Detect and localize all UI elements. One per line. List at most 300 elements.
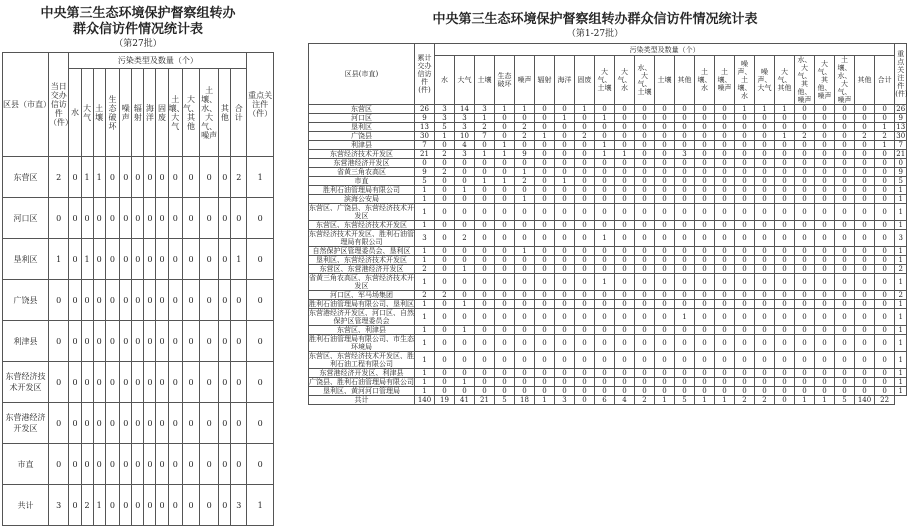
left-header-type: 土壤、水、大气、噪声	[199, 69, 218, 157]
value-cell: 0	[695, 387, 715, 396]
value-cell: 0	[875, 369, 895, 378]
value-cell: 0	[635, 150, 655, 159]
left-header-region: 区县（市直）	[3, 53, 49, 157]
value-cell: 0	[635, 335, 655, 352]
region-cell: 东营经济技术开发区	[3, 362, 49, 403]
value-cell: 0	[815, 378, 835, 387]
value-cell: 0	[835, 141, 855, 150]
value-cell: 0	[795, 369, 815, 378]
value-cell: 0	[815, 123, 835, 132]
value-cell: 0	[535, 105, 555, 114]
value-cell: 1	[555, 177, 575, 186]
value-cell: 0	[183, 280, 200, 321]
value-cell: 0	[535, 159, 555, 168]
left-header-count: 当日交办信访件（件）	[48, 53, 69, 157]
value-cell: 0	[835, 159, 855, 168]
value-cell: 0	[775, 335, 795, 352]
value-cell: 0	[815, 300, 835, 309]
value-cell: 1	[93, 157, 105, 198]
value-cell: 0	[675, 177, 695, 186]
value-cell: 0	[735, 247, 755, 256]
value-cell: 0	[48, 403, 69, 444]
value-cell: 0	[183, 444, 200, 485]
value-cell: 0	[555, 195, 575, 204]
value-cell: 7	[895, 141, 907, 150]
value-cell: 1	[475, 114, 495, 123]
value-cell: 0	[735, 230, 755, 247]
value-cell: 0	[435, 387, 455, 396]
value-cell: 0	[595, 186, 615, 195]
value-cell: 2	[455, 230, 475, 247]
value-cell: 0	[475, 256, 495, 265]
value-cell: 0	[535, 265, 555, 274]
value-cell: 140	[415, 396, 435, 405]
region-cell: 东营区、东营经济技术开发区、胜利石油工程有限公司	[309, 352, 414, 368]
value-cell: 0	[435, 177, 455, 186]
value-cell: 0	[775, 123, 795, 132]
value-cell: 0	[855, 114, 875, 123]
value-cell: 2	[415, 291, 435, 300]
right-header-type: 大气、其他	[775, 56, 795, 105]
value-cell: 0	[515, 186, 535, 195]
value-cell: 0	[715, 150, 735, 159]
value-cell: 0	[595, 309, 615, 326]
value-cell: 0	[675, 168, 695, 177]
value-cell: 0	[655, 204, 675, 221]
value-cell: 0	[515, 274, 535, 291]
value-cell: 0	[495, 387, 515, 396]
value-cell: 0	[695, 141, 715, 150]
left-statistics-panel	[0, 0, 276, 510]
value-cell: 0	[495, 256, 515, 265]
value-cell: 0	[168, 444, 183, 485]
value-cell: 1	[535, 132, 555, 141]
value-cell: 0	[219, 198, 231, 239]
value-cell: 0	[475, 352, 495, 369]
value-cell: 0	[93, 403, 105, 444]
value-cell: 0	[93, 321, 105, 362]
value-cell: 0	[715, 132, 735, 141]
value-cell: 0	[875, 274, 895, 291]
value-cell: 0	[755, 247, 775, 256]
value-cell: 1	[455, 300, 475, 309]
value-cell: 0	[435, 300, 455, 309]
value-cell: 1	[81, 239, 93, 280]
value-cell: 10	[455, 132, 475, 141]
value-cell: 1	[495, 141, 515, 150]
value-cell: 0	[219, 157, 231, 198]
value-cell: 1	[895, 378, 907, 387]
value-cell: 0	[231, 444, 247, 485]
value-cell: 0	[695, 326, 715, 335]
value-cell: 1	[595, 230, 615, 247]
value-cell: 0	[144, 444, 156, 485]
value-cell: 0	[735, 387, 755, 396]
value-cell: 0	[515, 204, 535, 221]
value-cell: 0	[715, 369, 735, 378]
value-cell: 0	[435, 378, 455, 387]
value-cell: 1	[775, 105, 795, 114]
value-cell: 0	[495, 378, 515, 387]
value-cell: 0	[815, 335, 835, 352]
value-cell: 1	[775, 132, 795, 141]
value-cell: 6	[595, 396, 615, 405]
value-cell: 0	[755, 150, 775, 159]
value-cell: 0	[775, 256, 795, 265]
value-cell: 0	[895, 159, 907, 168]
value-cell: 4	[615, 396, 635, 405]
value-cell: 0	[735, 300, 755, 309]
region-cell: 东营区、东营经济技术开发区	[309, 221, 415, 230]
value-cell: 0	[555, 204, 575, 221]
value-cell: 1	[895, 204, 907, 221]
value-cell: 0	[775, 378, 795, 387]
value-cell: 0	[144, 157, 156, 198]
value-cell: 0	[775, 309, 795, 326]
region-cell: 河口区	[309, 114, 415, 123]
value-cell: 0	[156, 157, 168, 198]
value-cell: 0	[183, 198, 200, 239]
value-cell: 0	[231, 321, 247, 362]
value-cell: 0	[675, 221, 695, 230]
value-cell: 0	[715, 291, 735, 300]
value-cell: 0	[835, 221, 855, 230]
value-cell: 0	[835, 204, 855, 221]
value-cell: 0	[455, 221, 475, 230]
value-cell: 0	[635, 230, 655, 247]
value-cell: 9	[895, 168, 907, 177]
value-cell: 3	[231, 485, 247, 526]
value-cell: 0	[69, 444, 81, 485]
right-header-region: 区县(市直)	[309, 44, 415, 105]
value-cell: 1	[735, 105, 755, 114]
value-cell: 0	[695, 291, 715, 300]
value-cell: 0	[535, 352, 555, 369]
value-cell: 21	[475, 396, 495, 405]
value-cell: 0	[199, 157, 218, 198]
value-cell: 0	[105, 321, 120, 362]
value-cell: 0	[435, 195, 455, 204]
value-cell: 1	[515, 105, 535, 114]
value-cell: 0	[156, 239, 168, 280]
value-cell: 0	[575, 123, 595, 132]
value-cell: 0	[655, 132, 675, 141]
value-cell: 0	[120, 198, 132, 239]
value-cell: 1	[895, 300, 907, 309]
right-header-focus: 重点关注件(件)	[895, 44, 907, 105]
value-cell: 0	[795, 123, 815, 132]
value-cell: 0	[555, 168, 575, 177]
value-cell: 0	[875, 150, 895, 159]
value-cell: 0	[475, 378, 495, 387]
value-cell: 1	[595, 141, 615, 150]
value-cell: 0	[695, 378, 715, 387]
value-cell: 0	[455, 387, 475, 396]
value-cell: 0	[715, 378, 735, 387]
value-cell: 0	[675, 369, 695, 378]
value-cell: 0	[855, 221, 875, 230]
value-cell: 1	[415, 300, 435, 309]
value-cell: 0	[875, 247, 895, 256]
value-cell: 0	[168, 198, 183, 239]
value-cell: 0	[120, 444, 132, 485]
region-cell: 东营区、东营港经济开发区	[309, 265, 415, 274]
value-cell: 0	[495, 291, 515, 300]
value-cell: 5	[895, 177, 907, 186]
value-cell: 0	[575, 309, 595, 326]
value-cell: 0	[555, 352, 575, 369]
value-cell: 18	[515, 396, 535, 405]
value-cell: 1	[475, 177, 495, 186]
value-cell: 0	[695, 168, 715, 177]
right-header-type: 水、大气、土壤	[635, 56, 655, 105]
value-cell: 0	[435, 204, 455, 221]
value-cell: 0	[435, 335, 455, 352]
table-row	[309, 186, 907, 195]
value-cell: 0	[775, 150, 795, 159]
value-cell: 1	[455, 326, 475, 335]
value-cell: 0	[595, 132, 615, 141]
right-header-count: 累计交办信访件(件)	[415, 44, 435, 105]
value-cell: 0	[535, 186, 555, 195]
value-cell: 0	[48, 444, 69, 485]
value-cell: 0	[132, 321, 144, 362]
value-cell: 0	[93, 444, 105, 485]
region-cell: 胜利石油管理局有限公司、市生态环境局	[309, 335, 414, 351]
value-cell: 0	[168, 485, 183, 526]
value-cell: 0	[615, 265, 635, 274]
value-cell: 0	[93, 198, 105, 239]
value-cell: 0	[655, 186, 675, 195]
value-cell: 1	[515, 195, 535, 204]
value-cell: 0	[755, 159, 775, 168]
value-cell: 0	[815, 150, 835, 159]
table-row	[309, 326, 907, 335]
value-cell: 0	[655, 168, 675, 177]
value-cell: 0	[735, 177, 755, 186]
value-cell: 0	[575, 177, 595, 186]
left-header-type: 其他	[219, 69, 231, 157]
value-cell: 0	[815, 177, 835, 186]
value-cell: 0	[795, 177, 815, 186]
value-cell: 0	[144, 321, 156, 362]
value-cell: 0	[875, 204, 895, 221]
value-cell: 0	[495, 335, 515, 352]
table-row	[3, 403, 274, 444]
value-cell: 0	[635, 247, 655, 256]
value-cell: 0	[575, 291, 595, 300]
value-cell: 0	[775, 114, 795, 123]
value-cell: 0	[435, 221, 455, 230]
value-cell: 0	[455, 352, 475, 369]
value-cell: 0	[775, 247, 795, 256]
value-cell: 0	[575, 369, 595, 378]
value-cell: 0	[475, 195, 495, 204]
value-cell: 0	[168, 362, 183, 403]
value-cell: 13	[415, 123, 435, 132]
value-cell: 0	[815, 309, 835, 326]
value-cell: 0	[835, 352, 855, 369]
value-cell: 0	[535, 369, 555, 378]
value-cell: 2	[635, 396, 655, 405]
right-header-type: 水、大气、其他、噪声	[795, 56, 815, 105]
value-cell: 0	[635, 114, 655, 123]
value-cell: 0	[144, 280, 156, 321]
value-cell: 0	[875, 352, 895, 369]
region-cell: 广饶县	[3, 280, 49, 321]
right-header-type: 噪声、土壤、水	[735, 56, 755, 105]
table-row	[309, 335, 907, 352]
value-cell: 0	[81, 362, 93, 403]
value-cell: 0	[535, 378, 555, 387]
value-cell: 1	[48, 239, 69, 280]
value-cell: 0	[735, 141, 755, 150]
value-cell: 0	[575, 114, 595, 123]
value-cell: 0	[595, 326, 615, 335]
value-cell: 2	[755, 396, 775, 405]
right-header-type: 水	[435, 56, 455, 105]
value-cell: 0	[655, 326, 675, 335]
value-cell: 0	[675, 378, 695, 387]
value-cell: 0	[535, 335, 555, 352]
value-cell: 0	[735, 256, 755, 265]
value-cell: 0	[595, 256, 615, 265]
right-statistics-table	[308, 43, 907, 405]
value-cell: 0	[575, 265, 595, 274]
value-cell: 0	[615, 132, 635, 141]
table-row	[309, 132, 907, 141]
value-cell: 0	[655, 195, 675, 204]
value-cell: 0	[835, 105, 855, 114]
value-cell: 0	[675, 352, 695, 369]
value-cell: 0	[755, 352, 775, 369]
value-cell: 5	[835, 396, 855, 405]
value-cell: 0	[535, 150, 555, 159]
value-cell: 0	[69, 239, 81, 280]
value-cell: 0	[655, 387, 675, 396]
value-cell: 0	[535, 326, 555, 335]
value-cell: 0	[775, 186, 795, 195]
region-cell: 市直	[3, 444, 49, 485]
value-cell: 0	[875, 195, 895, 204]
right-header-type: 土壤、噪声	[715, 56, 735, 105]
value-cell: 0	[615, 177, 635, 186]
value-cell: 0	[675, 326, 695, 335]
value-cell: 0	[555, 265, 575, 274]
value-cell: 0	[495, 326, 515, 335]
left-header-type: 合计	[231, 69, 247, 157]
value-cell: 0	[835, 291, 855, 300]
value-cell: 0	[715, 326, 735, 335]
right-header-type: 噪声、大气	[755, 56, 775, 105]
value-cell: 1	[815, 396, 835, 405]
value-cell: 0	[156, 321, 168, 362]
value-cell: 0	[635, 369, 655, 378]
value-cell: 0	[675, 186, 695, 195]
value-cell: 0	[855, 309, 875, 326]
value-cell: 0	[655, 369, 675, 378]
value-cell: 0	[615, 291, 635, 300]
value-cell: 0	[515, 114, 535, 123]
value-cell: 2	[795, 132, 815, 141]
right-header-type: 土壤	[475, 56, 495, 105]
left-title-line1: 中央第三生态环境保护督察组转办	[40, 6, 236, 21]
value-cell: 0	[475, 335, 495, 352]
table-row	[309, 256, 907, 265]
value-cell: 21	[896, 150, 906, 158]
left-issue-number: （第27批）	[114, 39, 162, 49]
value-cell: 0	[675, 265, 695, 274]
value-cell: 0	[455, 177, 475, 186]
value-cell: 0	[815, 326, 835, 335]
value-cell: 1	[555, 114, 575, 123]
value-cell: 0	[615, 274, 635, 291]
value-cell: 0	[144, 403, 156, 444]
value-cell: 0	[575, 352, 595, 369]
left-header-type: 辐射	[132, 69, 144, 157]
value-cell: 26	[415, 105, 435, 114]
value-cell: 0	[875, 309, 895, 326]
value-cell: 0	[775, 387, 795, 396]
value-cell: 0	[415, 159, 435, 168]
value-cell: 3	[475, 105, 495, 114]
value-cell: 0	[247, 444, 274, 485]
table-row	[309, 168, 907, 177]
right-header-type: 其他	[675, 56, 695, 105]
left-statistics-table	[2, 52, 274, 526]
value-cell: 0	[69, 362, 81, 403]
value-cell: 0	[735, 123, 755, 132]
value-cell: 0	[515, 291, 535, 300]
value-cell: 0	[855, 291, 875, 300]
value-cell: 0	[555, 221, 575, 230]
region-cell: 市直	[309, 177, 415, 186]
value-cell: 0	[715, 168, 735, 177]
value-cell: 0	[475, 204, 495, 221]
value-cell: 1	[415, 352, 435, 369]
value-cell: 0	[855, 141, 875, 150]
value-cell: 0	[735, 326, 755, 335]
value-cell: 0	[595, 300, 615, 309]
value-cell: 0	[495, 309, 515, 326]
value-cell: 7	[475, 132, 495, 141]
region-cell: 滨海公安局	[309, 195, 415, 204]
value-cell: 0	[475, 159, 495, 168]
value-cell: 0	[855, 256, 875, 265]
value-cell: 0	[835, 378, 855, 387]
value-cell: 0	[555, 378, 575, 387]
value-cell: 0	[675, 159, 695, 168]
value-cell: 3	[435, 114, 455, 123]
value-cell: 0	[855, 352, 875, 369]
value-cell: 0	[475, 274, 495, 291]
region-cell: 垦利区	[309, 123, 415, 132]
value-cell: 1	[575, 105, 595, 114]
value-cell: 1	[895, 369, 907, 378]
table-row	[309, 352, 907, 369]
value-cell: 0	[835, 335, 855, 352]
value-cell: 0	[575, 204, 595, 221]
value-cell: 0	[715, 141, 735, 150]
value-cell: 140	[855, 396, 875, 405]
right-header-type: 生态破坏	[495, 56, 515, 105]
value-cell: 0	[535, 168, 555, 177]
value-cell: 0	[455, 204, 475, 221]
table-row	[309, 300, 907, 309]
value-cell: 0	[615, 204, 635, 221]
value-cell: 0	[595, 352, 615, 369]
value-cell: 0	[555, 247, 575, 256]
